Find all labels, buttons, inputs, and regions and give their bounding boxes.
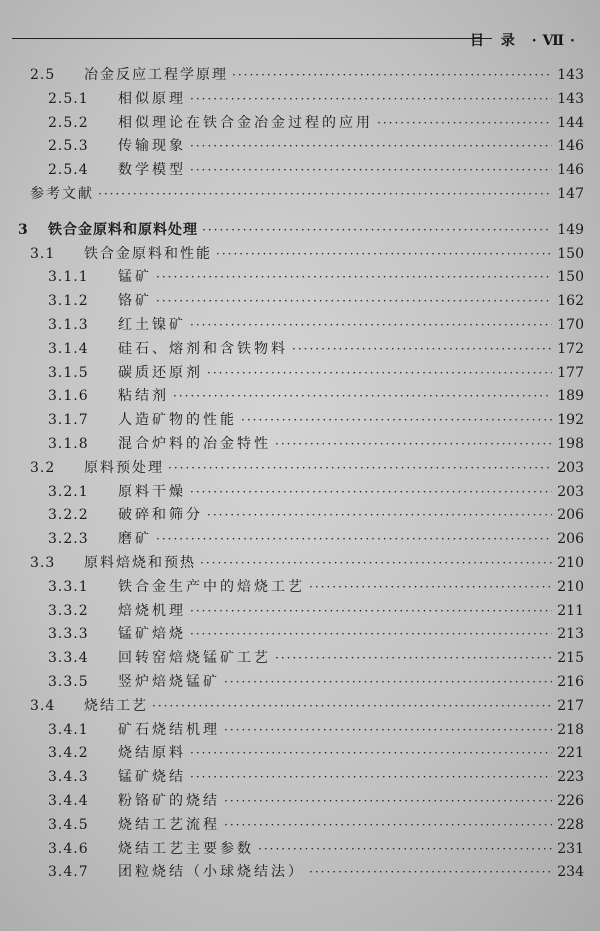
toc-entry-title: 矿石烧结机理 xyxy=(118,721,220,738)
toc-entry-title: 锰矿焙烧 xyxy=(118,626,186,643)
toc-entry-title: 铬矿 xyxy=(118,293,152,310)
toc-entry-number: 3.3.1 xyxy=(48,578,89,595)
toc-entry-page: 215 xyxy=(557,650,584,667)
toc-entry-number: 3.1.4 xyxy=(48,340,89,357)
toc-entry-page: 170 xyxy=(557,317,584,333)
toc-entry-title: 硅石、熔剂和含铁物料 xyxy=(118,340,288,357)
toc-leader-dots xyxy=(190,159,552,181)
toc-entry xyxy=(0,314,600,336)
toc-entry-page: 213 xyxy=(557,626,584,643)
toc-entry-page: 231 xyxy=(557,840,584,857)
toc-entry-page: 149 xyxy=(557,221,584,238)
toc-entry-number: 3.1.1 xyxy=(48,269,89,286)
toc-entry xyxy=(0,504,600,526)
toc-entry-number: 3.1.2 xyxy=(48,293,89,310)
toc-leader-dots xyxy=(190,600,552,622)
toc-entry-title: 原料干燥 xyxy=(118,483,186,500)
toc-entry xyxy=(0,766,600,788)
header-rule xyxy=(12,38,492,39)
toc-entry xyxy=(0,742,600,764)
toc-entry-title: 红土镍矿 xyxy=(118,317,186,333)
toc-entry xyxy=(0,433,600,455)
toc-leader-dots xyxy=(190,766,552,788)
toc-entry xyxy=(0,457,600,479)
toc-leader-dots xyxy=(241,409,552,431)
toc-leader-dots xyxy=(275,647,552,669)
toc-entry-title: 焙烧机理 xyxy=(118,602,186,619)
toc-leader-dots xyxy=(232,64,552,86)
toc-entry-page: 143 xyxy=(557,67,584,83)
toc-leader-dots xyxy=(207,362,552,384)
toc-entry xyxy=(0,243,600,265)
toc-entry-number: 3.4 xyxy=(30,697,56,714)
toc-entry xyxy=(0,528,600,550)
toc-entry-number: 2.5.4 xyxy=(48,162,89,179)
toc-entry xyxy=(0,290,600,312)
toc-leader-dots xyxy=(190,314,552,336)
toc-entry xyxy=(0,600,600,622)
toc-entry-page: 172 xyxy=(557,340,584,357)
toc-entry-title: 人造矿物的性能 xyxy=(118,412,237,429)
toc-entry xyxy=(0,719,600,741)
toc-entry-title: 数学模型 xyxy=(118,162,186,179)
toc-entry-number: 3.4.1 xyxy=(48,721,89,738)
toc-entry-number: 3.3.2 xyxy=(48,602,89,619)
toc-leader-dots xyxy=(202,219,552,241)
toc-entry-title: 参考文献 xyxy=(30,186,94,202)
toc-leader-dots xyxy=(224,671,552,693)
toc-entry-page: 206 xyxy=(557,531,584,548)
toc-entry-page: 217 xyxy=(557,697,584,714)
toc-entry-page: 206 xyxy=(557,507,584,524)
toc-entry-number: 2.5.3 xyxy=(48,138,89,155)
toc-entry xyxy=(0,266,600,288)
toc-entry-number: 3.1 xyxy=(30,245,56,262)
toc-entry-number: 3.1.5 xyxy=(48,364,89,381)
toc-leader-dots xyxy=(275,433,552,455)
toc-entry-title: 铁合金生产中的焙烧工艺 xyxy=(118,578,305,595)
toc-entry-title: 相似原理 xyxy=(118,90,186,107)
toc-entry-title: 团粒烧结（小球烧结法） xyxy=(118,864,305,881)
toc-entry xyxy=(0,338,600,360)
toc-entry-number: 3.3 xyxy=(30,555,56,571)
toc-entry-title: 碳质还原剂 xyxy=(118,364,203,381)
toc-entry-number: 3.4.6 xyxy=(48,840,89,857)
toc-entry-title: 铁合金原料和原料处理 xyxy=(48,221,198,238)
toc-leader-dots xyxy=(377,112,552,134)
toc-leader-dots xyxy=(309,861,552,883)
toc-entry xyxy=(0,861,600,883)
toc-leader-dots xyxy=(190,481,552,503)
toc-entry-title: 锰矿烧结 xyxy=(118,769,186,786)
toc-entry xyxy=(0,183,600,205)
toc-entry xyxy=(0,112,600,134)
toc-entry-title: 相似理论在铁合金冶金过程的应用 xyxy=(118,114,373,131)
toc-entry xyxy=(0,814,600,836)
toc-leader-dots xyxy=(190,742,552,764)
toc-entry xyxy=(0,576,600,598)
toc-entry-page: 210 xyxy=(557,578,584,595)
toc-entry-title: 破碎和筛分 xyxy=(118,507,203,524)
toc-entry-number: 3.4.3 xyxy=(48,769,89,786)
toc-entry-page: 150 xyxy=(557,245,584,262)
toc-entry-page: 218 xyxy=(557,721,584,738)
toc-entry xyxy=(0,64,600,86)
toc-entry xyxy=(0,647,600,669)
toc-entry-title: 混合炉料的冶金特性 xyxy=(118,436,271,452)
toc-entry xyxy=(0,671,600,693)
toc-entry xyxy=(0,790,600,812)
toc-entry-number: 3.2.3 xyxy=(48,531,89,548)
toc-entry xyxy=(0,135,600,157)
toc-entry-page: 198 xyxy=(557,436,584,452)
toc-entry xyxy=(0,219,600,241)
toc-entry-number: 3.1.6 xyxy=(48,388,89,405)
toc-entry-number: 3.4.4 xyxy=(48,793,89,809)
toc-entry-page: 234 xyxy=(557,864,584,881)
toc-entry xyxy=(0,695,600,717)
toc-leader-dots xyxy=(224,719,552,741)
toc-entry-title: 铁合金原料和性能 xyxy=(84,245,212,262)
toc-entry xyxy=(0,88,600,110)
toc-entry xyxy=(0,838,600,860)
toc-entry-number: 3.3.4 xyxy=(48,650,89,667)
toc-entry-page: 144 xyxy=(557,114,584,131)
toc-leader-dots xyxy=(173,385,552,407)
toc-entry xyxy=(0,159,600,181)
toc-entry-page: 203 xyxy=(557,459,584,476)
toc-leader-dots xyxy=(168,457,552,479)
toc-entry-title: 锰矿 xyxy=(118,269,152,286)
toc-entry-page: 221 xyxy=(557,745,584,762)
toc-leader-dots xyxy=(200,552,552,574)
running-header: 目 录 ·Ⅶ· xyxy=(470,33,581,49)
toc-leader-dots xyxy=(98,183,552,205)
toc-entry-page: 147 xyxy=(557,186,584,202)
toc-leader-dots xyxy=(216,243,552,265)
toc-entry-number: 3.4.2 xyxy=(48,745,89,762)
toc-leader-dots xyxy=(207,504,552,526)
toc-leader-dots xyxy=(258,838,552,860)
toc-entry-page: 226 xyxy=(557,793,584,809)
toc-leader-dots xyxy=(156,290,552,312)
toc-entry-page: 203 xyxy=(557,483,584,500)
toc-entry-page: 228 xyxy=(557,816,584,833)
toc-leader-dots xyxy=(224,814,552,836)
toc-entry-title: 回转窑焙烧锰矿工艺 xyxy=(118,650,271,667)
toc-entry xyxy=(0,552,600,574)
toc-entry-number: 2.5 xyxy=(30,67,56,83)
toc-entry-page: 192 xyxy=(557,412,584,429)
toc-entry-page: 223 xyxy=(557,769,584,786)
toc-entry-number: 3.4.5 xyxy=(48,816,89,833)
toc-entry-page: 211 xyxy=(557,602,584,619)
toc-entry-number: 3.1.8 xyxy=(48,436,89,452)
toc-entry-page: 146 xyxy=(557,162,584,179)
toc-entry-title: 磨矿 xyxy=(118,531,152,548)
toc-entry-title: 烧结工艺流程 xyxy=(118,816,220,833)
toc-entry-page: 216 xyxy=(557,674,584,690)
toc-entry-title: 原料预处理 xyxy=(84,459,164,476)
toc-entry-title: 竖炉焙烧锰矿 xyxy=(118,674,220,690)
toc-entry-page: 210 xyxy=(557,555,584,571)
toc-entry-number: 2.5.2 xyxy=(48,114,89,131)
toc-leader-dots xyxy=(190,623,552,645)
toc-entry-number: 3.3.3 xyxy=(48,626,89,643)
toc-entry-title: 原料焙烧和预热 xyxy=(84,555,196,571)
toc-entry-page: 146 xyxy=(557,138,584,155)
toc-entry-number: 3.3.5 xyxy=(48,674,89,690)
toc-entry-title: 烧结工艺 xyxy=(84,697,148,714)
toc-entry-number: 3.2.2 xyxy=(48,507,89,524)
toc-entry-title: 粘结剂 xyxy=(118,388,169,405)
toc-entry-number: 3.1.7 xyxy=(48,412,89,429)
toc-leader-dots xyxy=(309,576,552,598)
toc-entry-number: 3.2 xyxy=(30,459,56,476)
toc-entry xyxy=(0,362,600,384)
toc-entry-number: 3.1.3 xyxy=(48,317,89,333)
toc-leader-dots xyxy=(224,790,552,812)
toc-entry-page: 143 xyxy=(557,90,584,107)
toc-leader-dots xyxy=(292,338,552,360)
toc-entry-number: 3.4.7 xyxy=(48,864,89,881)
toc-entry-title: 粉铬矿的烧结 xyxy=(118,793,220,809)
toc-entry xyxy=(0,409,600,431)
toc-entry xyxy=(0,481,600,503)
toc-leader-dots xyxy=(156,528,552,550)
toc-entry-page: 177 xyxy=(557,364,584,381)
toc-entry-title: 冶金反应工程学原理 xyxy=(84,67,228,83)
toc-entry xyxy=(0,385,600,407)
toc-entry-page: 150 xyxy=(557,269,584,286)
toc-entry-page: 162 xyxy=(557,293,584,310)
toc-entry xyxy=(0,623,600,645)
toc-entry-number: 3 xyxy=(18,221,29,238)
toc-leader-dots xyxy=(190,88,552,110)
toc-leader-dots xyxy=(190,135,552,157)
toc-leader-dots xyxy=(156,266,552,288)
toc-entry-number: 2.5.1 xyxy=(48,90,89,107)
toc-entry-title: 烧结原料 xyxy=(118,745,186,762)
toc-entry-page: 189 xyxy=(557,388,584,405)
toc-entry-title: 烧结工艺主要参数 xyxy=(118,840,254,857)
toc-entry-number: 3.2.1 xyxy=(48,483,89,500)
toc-leader-dots xyxy=(152,695,552,717)
toc-entry-title: 传输现象 xyxy=(118,138,186,155)
